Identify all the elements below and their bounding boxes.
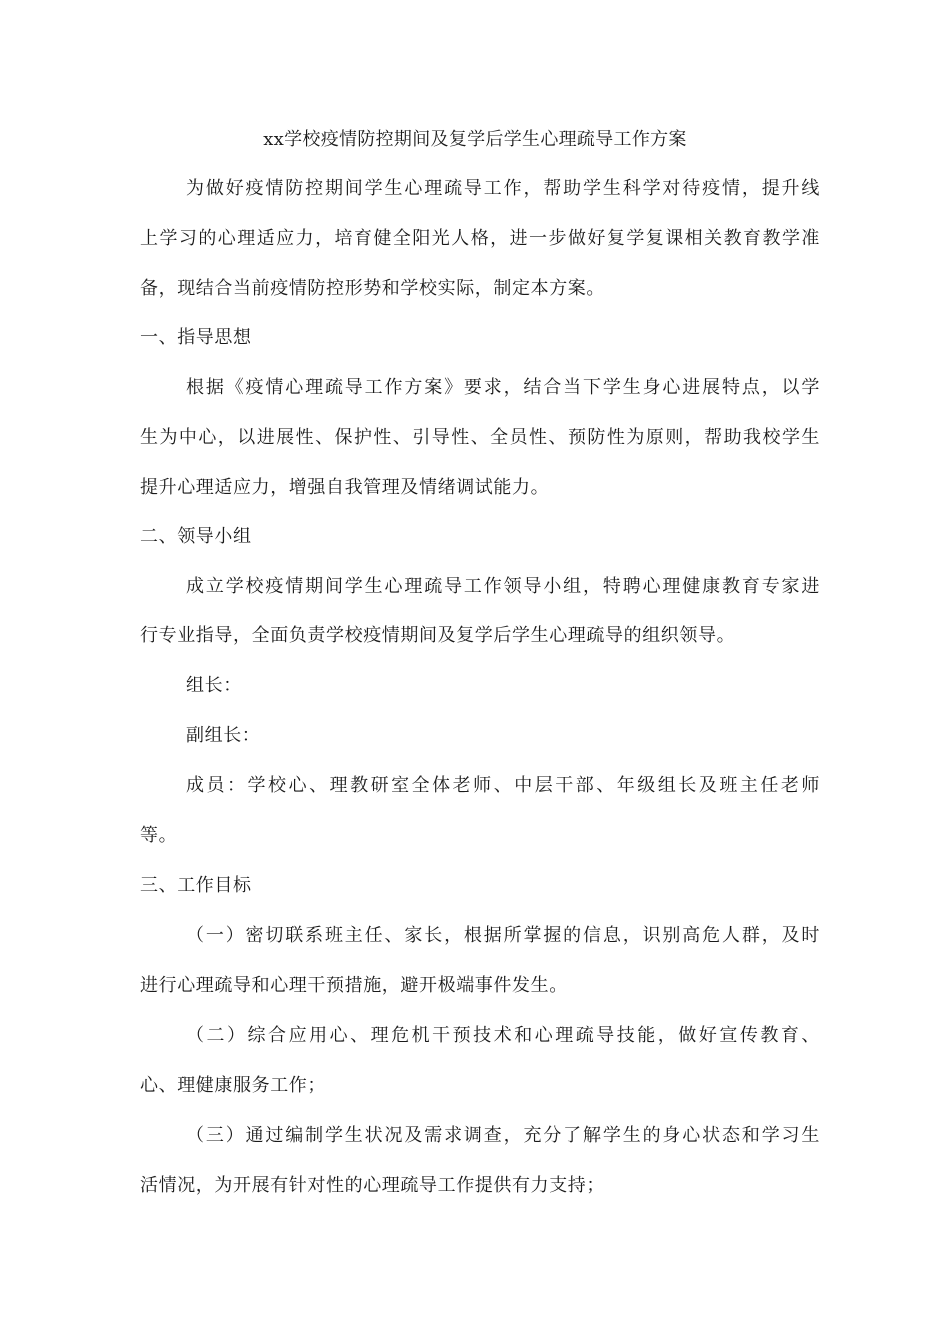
- paragraph-line: 根据《疫情心理疏导工作方案》要求，结合当下学生身心进展特点，以学: [186, 377, 820, 398]
- document-title: xx学校疫情防控期间及复学后学生心理疏导工作方案: [263, 129, 687, 150]
- paragraph-line: 备，现结合当前疫情防控形势和学校实际，制定本方案。: [140, 278, 605, 299]
- paragraph-line: 组长：: [186, 675, 242, 696]
- paragraph-line: 上学习的心理适应力，培育健全阳光人格，进一步做好复学复课相关教育教学准: [140, 228, 820, 249]
- paragraph-line: 等。: [140, 825, 178, 846]
- paragraph-line: 活情况，为开展有针对性的心理疏导工作提供有力支持；: [140, 1175, 605, 1196]
- paragraph-line: 提升心理适应力，增强自我管理及情绪调试能力。: [140, 477, 550, 498]
- heading-work-goals: 三、工作目标: [140, 875, 252, 896]
- paragraph-line: 成员：学校心、理教研室全体老师、中层干部、年级组长及班主任老师: [186, 775, 820, 796]
- heading-leadership-group: 二、领导小组: [140, 526, 252, 547]
- paragraph-line: 生为中心，以进展性、保护性、引导性、全员性、预防性为原则，帮助我校学生: [140, 427, 820, 448]
- paragraph-line: 进行心理疏导和心理干预措施，避开极端事件发生。: [140, 975, 568, 996]
- paragraph-line: 副组长：: [186, 725, 261, 746]
- paragraph-line: 成立学校疫情期间学生心理疏导工作领导小组，特聘心理健康教育专家进: [186, 576, 820, 597]
- paragraph-line: （三）通过编制学生状况及需求调查，充分了解学生的身心状态和学习生: [186, 1125, 820, 1146]
- paragraph-line: 行专业指导，全面负责学校疫情期间及复学后学生心理疏导的组织领导。: [140, 625, 736, 646]
- paragraph-line: 心、理健康服务工作；: [140, 1075, 326, 1096]
- heading-guiding-ideology: 一、指导思想: [140, 327, 252, 348]
- paragraph-line: （一）密切联系班主任、家长，根据所掌握的信息，识别高危人群，及时: [186, 925, 820, 946]
- paragraph-line: （二）综合应用心、理危机干预技术和心理疏导技能，做好宣传教育、: [186, 1025, 820, 1046]
- paragraph-line: 为做好疫情防控期间学生心理疏导工作，帮助学生科学对待疫情，提升线: [186, 178, 820, 199]
